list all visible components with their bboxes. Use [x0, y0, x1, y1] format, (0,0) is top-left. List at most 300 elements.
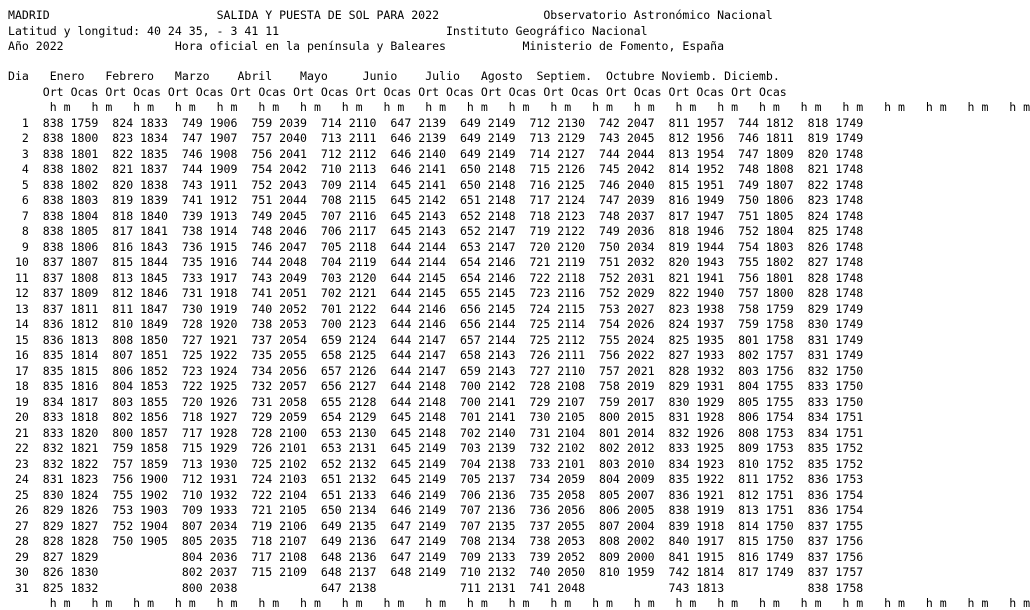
sunrise-time: 825 — [800, 224, 829, 238]
sunset-time: 1748 — [835, 239, 864, 254]
sunrise-time: 657 — [453, 332, 481, 347]
sunset-time — [140, 581, 168, 595]
sunset-time: 2108 — [279, 549, 307, 564]
table-row — [8, 271, 863, 285]
unit-label: m — [147, 100, 155, 114]
sunrise-time: 837 — [800, 565, 829, 579]
unit-label: h — [550, 596, 558, 610]
sunset-time: 2146 — [418, 317, 447, 331]
sunrise-time: 731 — [244, 394, 273, 409]
sunset-time — [279, 581, 307, 595]
month-label: Agosto — [480, 69, 523, 83]
sunset-time: 1818 — [70, 410, 99, 424]
unit-label: m — [856, 596, 864, 610]
unit-label: h — [967, 100, 975, 114]
day-number: 20 — [8, 410, 29, 424]
sunrise-time: 812 — [731, 487, 759, 502]
sunset-time: 1748 — [835, 208, 864, 223]
day-column-label: Dia — [8, 69, 29, 83]
sunrise-time: 829 — [35, 503, 64, 517]
sunrise-time: 645 — [383, 456, 412, 471]
sunrise-time: 832 — [35, 441, 64, 455]
day-number: 31 — [8, 580, 29, 595]
sunrise-time: 805 — [592, 487, 620, 502]
sunset-time: 2124 — [557, 193, 586, 207]
unit-label: m — [439, 596, 447, 610]
sunset-time: 2133 — [348, 487, 377, 502]
sunrise-time: 740 — [244, 301, 273, 316]
day-number: 24 — [8, 472, 29, 486]
sunrise-time: 729 — [244, 410, 273, 424]
sunrise-time: 815 — [105, 255, 134, 269]
unit-label: m — [63, 596, 71, 610]
sunrise-time: 658 — [313, 348, 342, 362]
sunset-time: 2114 — [348, 177, 377, 192]
sunrise-time: 709 — [313, 177, 342, 192]
sunset-time: 2034 — [209, 518, 238, 533]
sunrise-time: 755 — [592, 332, 620, 347]
sunset-time: 1820 — [70, 425, 99, 440]
sunset-time — [140, 550, 168, 564]
sunset-time: 2127 — [348, 379, 377, 393]
sunrise-time: 712 — [313, 146, 342, 161]
day-number: 2 — [8, 131, 29, 145]
sunset-time: 2015 — [626, 410, 655, 424]
sunset-time: 2144 — [418, 255, 447, 269]
sunrise-time: 750 — [592, 239, 620, 254]
sunrise-time: 825 — [661, 332, 690, 347]
sunrise-time: 718 — [244, 534, 273, 548]
sunrise-time: 823 — [800, 193, 829, 207]
unit-label: m — [355, 596, 363, 610]
month-label: Diciemb. — [724, 69, 780, 83]
sunrise-time: 802 — [731, 348, 759, 362]
sunrise-label: Ort — [480, 84, 502, 99]
sunset-time: 2149 — [418, 487, 447, 502]
organization-observatory: Observatorio Astronómico Nacional — [543, 8, 773, 22]
sunrise-time: 715 — [522, 162, 551, 176]
sunset-time: 2116 — [557, 286, 586, 300]
sunrise-time: 756 — [731, 270, 759, 285]
sunrise-time: 722 — [522, 270, 551, 285]
sunset-time: 2104 — [557, 425, 586, 440]
sunset-time: 2143 — [418, 208, 447, 223]
sunrise-time: 822 — [105, 146, 134, 161]
sunset-time: 2009 — [626, 472, 655, 486]
day-number: 22 — [8, 441, 29, 455]
day-number: 14 — [8, 317, 29, 331]
unit-label: h — [341, 100, 349, 114]
sunset-time: 1951 — [696, 177, 725, 192]
sunrise-time: 744 — [244, 255, 273, 269]
sunrise-time: 654 — [313, 410, 342, 424]
sunset-time: 2114 — [557, 317, 586, 331]
sunrise-time: 805 — [174, 534, 203, 548]
sunrise-time: 752 — [731, 224, 759, 238]
sunset-time: 2136 — [487, 487, 516, 502]
sunrise-time: 731 — [174, 286, 203, 300]
sunrise-time: 829 — [661, 379, 690, 393]
sunset-time: 2145 — [487, 301, 516, 316]
sunset-time: 2144 — [487, 317, 516, 331]
sunset-time: 1752 — [835, 441, 864, 455]
sunset-time: 2141 — [418, 162, 447, 176]
sunset-time: 1811 — [765, 131, 794, 145]
sunset-time: 2102 — [279, 456, 307, 471]
sunset-time: 1814 — [70, 348, 99, 362]
unit-label: m — [981, 100, 989, 114]
sunset-time: 1829 — [70, 549, 99, 564]
sunrise-time: 738 — [522, 534, 551, 548]
sunrise-time: 841 — [661, 549, 690, 564]
sunset-time: 1813 — [696, 580, 725, 595]
sunrise-time: 835 — [800, 441, 829, 455]
sunrise-time: 831 — [35, 472, 64, 486]
sunset-time: 2112 — [348, 146, 377, 161]
sunrise-time: 721 — [244, 503, 273, 517]
sunrise-time: 838 — [35, 162, 64, 176]
sunset-time: 2059 — [279, 410, 307, 424]
unit-label: h — [717, 100, 725, 114]
sunrise-time: 754 — [731, 239, 759, 254]
unit-label: h — [800, 596, 808, 610]
sunrise-time: 749 — [174, 115, 203, 130]
sunset-time: 2110 — [348, 115, 377, 130]
sunrise-time: 838 — [35, 131, 64, 145]
sunrise-time: 817 — [105, 224, 134, 238]
sunrise-time: 655 — [313, 394, 342, 409]
sunrise-time: 816 — [105, 239, 134, 254]
sunrise-time: 652 — [453, 208, 481, 223]
unit-label: h — [800, 100, 808, 114]
sunset-time: 2123 — [348, 317, 377, 331]
sunset-time: 2022 — [626, 348, 655, 362]
sunrise-time: 730 — [522, 410, 551, 424]
sunset-time: 2110 — [557, 363, 586, 378]
table-row — [8, 131, 863, 145]
sunset-time: 2137 — [487, 472, 516, 486]
sunset-time: 2005 — [626, 503, 655, 517]
sunrise-time: 644 — [383, 301, 412, 316]
sunrise-time: 834 — [661, 456, 690, 471]
sunset-time: 2148 — [418, 379, 447, 393]
sunset-time: 2056 — [279, 363, 307, 378]
sunrise-time: 741 — [522, 580, 551, 595]
unit-label: m — [939, 100, 947, 114]
unit-label: m — [313, 100, 321, 114]
sunrise-time: 818 — [661, 224, 690, 238]
sunset-time: 1852 — [140, 363, 168, 378]
sunrise-time: 802 — [174, 565, 203, 579]
sunrise-time: 716 — [522, 177, 551, 192]
sunrise-time: 709 — [453, 549, 481, 564]
sunset-time: 1940 — [696, 286, 725, 300]
sunset-time: 1909 — [209, 162, 238, 176]
sunrise-time: 801 — [731, 332, 759, 347]
sunrise-time: 714 — [313, 115, 342, 130]
unit-label: h — [884, 596, 892, 610]
sunset-time: 2112 — [557, 332, 586, 347]
sunrise-time: 757 — [731, 286, 759, 300]
sunrise-label: Ort — [293, 84, 314, 99]
sunset-time: 2047 — [626, 115, 655, 130]
day-number: 15 — [8, 332, 29, 347]
sunset-time: 2037 — [209, 565, 238, 579]
sunset-time: 1803 — [765, 239, 794, 254]
sunrise-time: 838 — [35, 208, 64, 223]
sunset-time: 2145 — [487, 286, 516, 300]
sunset-label: Ocas — [571, 84, 600, 99]
sunset-time: 1753 — [835, 472, 864, 486]
sunset-time: 2017 — [626, 394, 655, 409]
sunset-time: 2132 — [487, 565, 516, 579]
sunrise-time: 712 — [522, 115, 551, 130]
unit-label: m — [689, 100, 697, 114]
sunrise-time: 823 — [661, 301, 690, 316]
sunrise-time: 757 — [244, 131, 273, 145]
sunrise-time: 808 — [731, 425, 759, 440]
sunrise-time: 651 — [313, 472, 342, 486]
unit-label: m — [605, 596, 613, 610]
sunrise-time: 838 — [35, 146, 64, 161]
sunrise-time: 809 — [731, 441, 759, 455]
sunset-time: 2002 — [626, 534, 655, 548]
sunset-time: 1857 — [140, 425, 168, 440]
sunset-time: 1954 — [696, 146, 725, 161]
sunrise-time: 804 — [731, 379, 759, 393]
sunrise-time: 837 — [800, 549, 829, 564]
month-header-row — [8, 69, 780, 83]
sunrise-time: 705 — [453, 472, 481, 486]
sunset-time: 1856 — [140, 410, 168, 424]
sunrise-time: 820 — [105, 177, 134, 192]
sunset-time: 1917 — [209, 270, 238, 285]
sunrise-time: 647 — [383, 549, 412, 564]
sunrise-time: 645 — [383, 193, 412, 207]
month-label: Enero — [49, 69, 85, 83]
sunrise-time: 752 — [105, 518, 134, 533]
unit-label: h — [258, 596, 266, 610]
year-label: Año 2022 — [8, 39, 64, 53]
sunrise-time: 717 — [244, 549, 273, 564]
sunrise-time: 828 — [800, 270, 829, 285]
day-number: 21 — [8, 425, 29, 440]
sunrise-time: 645 — [383, 410, 412, 424]
sunset-time: 2107 — [557, 394, 586, 409]
sunrise-time: 646 — [383, 487, 412, 502]
sunset-time: 1822 — [70, 456, 99, 471]
sunset-time: 1853 — [140, 379, 168, 393]
table-row — [8, 519, 863, 533]
sunrise-time: 828 — [661, 363, 690, 378]
sunset-time: 1938 — [696, 301, 725, 316]
unit-label: h — [717, 596, 725, 610]
sunset-time: 2130 — [348, 425, 377, 440]
sunrise-time: 737 — [522, 518, 551, 533]
sunset-time: 2149 — [418, 503, 447, 517]
sunset-time: 2004 — [626, 518, 655, 533]
sunrise-time: 706 — [313, 224, 342, 238]
sunset-time: 2118 — [557, 270, 586, 285]
sunset-time: 1931 — [209, 472, 238, 486]
unit-label: h — [49, 100, 57, 114]
sunrise-time: 824 — [800, 208, 829, 223]
timezone-note: Hora oficial en la península y Baleares — [174, 39, 446, 53]
sunrise-time: 717 — [522, 193, 551, 207]
table-row — [8, 426, 863, 440]
sunrise-time: 736 — [522, 503, 551, 517]
sunrise-time: 718 — [174, 410, 203, 424]
sunset-time: 1755 — [765, 394, 794, 409]
sunset-time: 1906 — [209, 115, 238, 130]
sunrise-time: 747 — [731, 146, 759, 161]
sunrise-time: 807 — [105, 348, 134, 362]
sunset-time: 2036 — [209, 549, 238, 564]
sunrise-time: 801 — [592, 425, 620, 440]
sunset-time: 2047 — [279, 239, 307, 254]
sunrise-label: Ort — [42, 84, 64, 99]
sunrise-time: 808 — [592, 534, 620, 548]
sunrise-time: 743 — [244, 270, 273, 285]
sunrise-time: 713 — [174, 456, 203, 471]
sunset-time: 1751 — [835, 425, 864, 440]
sunset-time: 1758 — [835, 580, 864, 595]
sunset-time: 1933 — [209, 503, 238, 517]
sunset-time: 2054 — [279, 332, 307, 347]
sunset-time: 1922 — [209, 348, 238, 362]
sunrise-time: 656 — [313, 379, 342, 393]
sunrise-time: 719 — [522, 224, 551, 238]
sunset-time: 1923 — [696, 456, 725, 471]
sunrise-time: 732 — [522, 441, 551, 455]
unit-label: h — [592, 596, 600, 610]
sunrise-time: 656 — [453, 301, 481, 316]
sunset-time: 1802 — [70, 162, 99, 176]
sunrise-time: 818 — [800, 115, 829, 130]
sunset-time: 2057 — [279, 379, 307, 393]
sunset-time: 2148 — [418, 410, 447, 424]
sunrise-time: 714 — [522, 146, 551, 161]
sunset-label: Ocas — [446, 84, 474, 99]
sunset-time: 2045 — [279, 208, 307, 223]
sunrise-time: 836 — [800, 472, 829, 486]
sunset-time: 2146 — [418, 301, 447, 316]
sunset-time: 1755 — [765, 379, 794, 393]
sunrise-time: 649 — [453, 131, 481, 145]
sunset-time: 2136 — [348, 549, 377, 564]
unit-label: h — [842, 100, 850, 114]
sunrise-time: 645 — [383, 472, 412, 486]
sunset-time: 1915 — [696, 549, 725, 564]
unit-label: h — [258, 100, 266, 114]
sunset-time: 2053 — [557, 534, 586, 548]
sunrise-time: 722 — [244, 487, 273, 502]
sunrise-time: 649 — [313, 534, 342, 548]
sunrise-time: 735 — [174, 255, 203, 269]
sunset-time: 1859 — [140, 456, 168, 471]
sunset-time: 1912 — [209, 193, 238, 207]
sunset-time: 1844 — [140, 255, 168, 269]
sunset-time: 2107 — [279, 534, 307, 548]
sunrise-time: 707 — [313, 208, 342, 223]
sunset-time: 2149 — [487, 115, 516, 130]
unit-label: h — [842, 596, 850, 610]
sunrise-time: 800 — [105, 425, 134, 440]
sunset-time: 1924 — [209, 363, 238, 378]
sunset-time: 1921 — [696, 487, 725, 502]
sunrise-time: 815 — [731, 534, 759, 548]
sunset-label: Ocas — [633, 84, 662, 99]
sunset-time: 1919 — [696, 503, 725, 517]
unit-label: h — [758, 596, 766, 610]
sunset-time: 2032 — [626, 255, 655, 269]
sunrise-time: 834 — [35, 394, 64, 409]
sunrise-time: 733 — [174, 270, 203, 285]
sunrise-time: 734 — [522, 472, 551, 486]
sunrise-time: 807 — [174, 518, 203, 533]
sunset-time: 1757 — [835, 565, 864, 579]
sunrise-time: 837 — [35, 301, 64, 316]
sunset-time: 1802 — [765, 255, 794, 269]
month-label: Marzo — [174, 69, 210, 83]
sunrise-time: 652 — [453, 224, 481, 238]
sunrise-time: 817 — [731, 565, 759, 579]
sunset-time: 2142 — [487, 379, 516, 393]
sunrise-time: 811 — [661, 115, 690, 130]
sunset-time: 2059 — [557, 472, 586, 486]
sunset-time: 1823 — [70, 472, 99, 486]
sunset-time: 2137 — [348, 565, 377, 579]
sunset-time: 1750 — [835, 363, 864, 378]
sunset-time: 1749 — [835, 332, 864, 347]
sunrise-time: 646 — [383, 162, 412, 176]
sunset-time: 2141 — [418, 177, 447, 192]
sunrise-time: 835 — [35, 363, 64, 378]
sunset-time: 2148 — [487, 193, 516, 207]
sunset-time: 2109 — [279, 565, 307, 579]
sunrise-time: 828 — [800, 286, 829, 300]
day-number: 10 — [8, 255, 29, 269]
sunset-time: 1757 — [765, 348, 794, 362]
sunrise-time: 835 — [800, 456, 829, 471]
month-label: Noviemb. — [661, 69, 718, 83]
sunset-time: 2146 — [487, 255, 516, 269]
sunrise-time: 803 — [592, 456, 620, 471]
sunrise-time: 819 — [661, 239, 690, 254]
unit-label: m — [188, 100, 196, 114]
table-row — [8, 395, 863, 409]
sunrise-time: 745 — [592, 162, 620, 176]
sunrise-time: 710 — [453, 565, 481, 579]
day-number: 11 — [8, 270, 29, 285]
sunset-time: 2148 — [487, 208, 516, 223]
sunrise-time: 838 — [35, 239, 64, 254]
unit-label: h — [592, 100, 600, 114]
sunrise-time: 645 — [383, 177, 412, 192]
sunrise-time: 644 — [383, 239, 412, 254]
sunset-time: 1855 — [140, 394, 168, 409]
sunrise-time: 800 — [592, 410, 620, 424]
sunset-label: Ocas — [195, 84, 224, 99]
sunset-time: 1808 — [765, 162, 794, 176]
sunset-time: 1903 — [140, 503, 168, 517]
sunrise-time: 759 — [105, 441, 134, 455]
sunset-time: 1928 — [209, 425, 238, 440]
sunset-time: 2143 — [487, 363, 516, 378]
sunset-time: 2149 — [487, 131, 516, 145]
sunrise-time: 823 — [105, 131, 134, 145]
header-line-1 — [8, 8, 773, 22]
